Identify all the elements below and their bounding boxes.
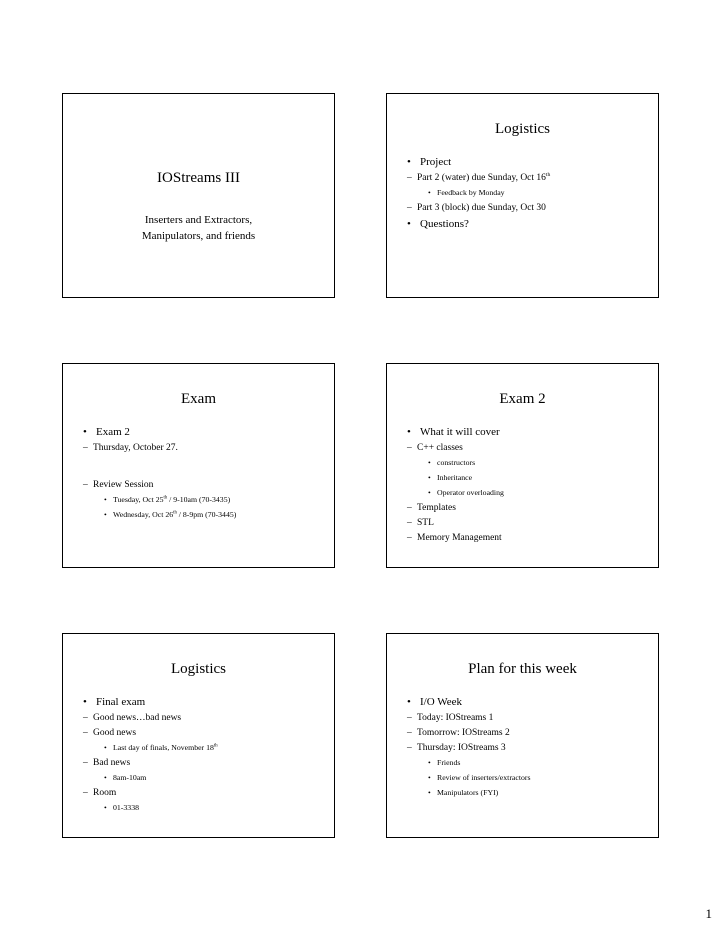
sub-sub-bullet-item: • Friends <box>407 758 650 767</box>
slide-body <box>83 426 326 525</box>
sub-bullet-text: STL <box>417 518 434 528</box>
superscript: th <box>173 510 177 516</box>
dash-marker: – <box>407 173 412 183</box>
bullet-item: • Questions? <box>407 218 650 230</box>
bullet-item: • Exam 2 <box>83 426 326 438</box>
bullet-item: • I/O Week <box>407 696 650 708</box>
dash-marker: – <box>407 743 412 753</box>
slide-body <box>83 696 326 818</box>
sub-bullet-item <box>407 173 650 183</box>
sub-bullet-text: Templates <box>417 503 456 513</box>
sub-sub-bullet-text: / 8-9pm (70-3445) <box>176 510 237 519</box>
bullet-item: • What it will cover <box>407 426 650 438</box>
slide-1 <box>62 93 335 298</box>
sub-sub-bullet-item: • Inheritance <box>407 473 650 482</box>
sub-bullet-text: Thursday, October 27. <box>93 443 178 453</box>
dash-marker: – <box>83 443 88 453</box>
sub-sub-bullet-text: / 9-10am (70-3435) <box>167 495 231 504</box>
sub-bullet-item <box>407 203 650 213</box>
sub-sub-bullet-item <box>83 510 326 519</box>
sub-bullet-item <box>83 728 326 738</box>
sub-sub-bullet-item <box>83 495 326 504</box>
dash-marker: – <box>83 728 88 738</box>
dash-marker: – <box>83 480 88 490</box>
bullet-item: • Final exam <box>83 696 326 708</box>
dash-marker: – <box>83 788 88 798</box>
bullet-item: • Project <box>407 156 650 168</box>
sub-bullet-text: Review Session <box>93 480 154 490</box>
sub-bullet-text: C++ classes <box>417 443 463 453</box>
dash-marker: – <box>407 503 412 513</box>
sub-sub-bullet-item: • Operator overloading <box>407 488 650 497</box>
sub-sub-bullet-text: Last day of finals, November 18 <box>113 743 214 752</box>
slide-title: Logistics <box>171 661 226 677</box>
sub-bullet-item <box>83 788 326 798</box>
dash-marker: – <box>407 533 412 543</box>
sub-sub-bullet-text: Wednesday, Oct 26 <box>113 510 174 519</box>
slide-title: Exam <box>181 391 216 407</box>
sub-bullet-item <box>83 443 326 453</box>
sub-sub-bullet-text: Tuesday, Oct 25 <box>113 495 164 504</box>
subtitle-line: Manipulators, and friends <box>141 230 256 242</box>
sub-bullet-item <box>83 758 326 768</box>
slide-4 <box>386 363 659 568</box>
dash-marker: – <box>407 713 412 723</box>
sub-bullet-item <box>407 503 650 513</box>
sub-sub-bullet-item: • Review of inserters/extractors <box>407 773 650 782</box>
sub-sub-bullet-item: • Manipulators (FYI) <box>407 788 650 797</box>
sub-sub-bullet-item: • 01-3338 <box>83 803 326 812</box>
sub-bullet-text: Part 2 (water) due Sunday, Oct 16 <box>417 173 546 183</box>
slide-3 <box>62 363 335 568</box>
slide-title: Exam 2 <box>499 391 546 407</box>
sub-bullet-text: Tomorrow: IOStreams 2 <box>417 728 510 738</box>
sub-bullet-item <box>407 728 650 738</box>
sub-sub-bullet-item: • 8am-10am <box>83 773 326 782</box>
superscript: th <box>163 495 168 501</box>
sub-bullet-text: Memory Management <box>417 533 502 543</box>
superscript: th <box>545 171 551 178</box>
dash-marker: – <box>407 443 412 453</box>
spacer <box>83 458 326 480</box>
slide-title: Plan for this week <box>468 661 577 677</box>
page-number: 1 <box>705 906 712 921</box>
slide-body <box>407 426 650 548</box>
sub-bullet-item <box>83 713 326 723</box>
dash-marker: – <box>83 713 88 723</box>
dash-marker: – <box>407 518 412 528</box>
slide-title: IOStreams III <box>157 170 240 186</box>
sub-bullet-item <box>407 533 650 543</box>
dash-marker: – <box>83 758 88 768</box>
slide-subtitle <box>63 212 334 244</box>
dash-marker: – <box>407 728 412 738</box>
dash-marker: – <box>407 203 412 213</box>
sub-bullet-item <box>407 443 650 453</box>
sub-bullet-text: Good news <box>93 728 137 738</box>
sub-bullet-item <box>407 743 650 753</box>
slide-6 <box>386 633 659 838</box>
sub-bullet-text: Part 3 (block) due Sunday, Oct 30 <box>417 203 546 213</box>
slide-2 <box>386 93 659 298</box>
sub-sub-bullet-item: • Feedback by Monday <box>407 188 650 197</box>
sub-bullet-item <box>407 518 650 528</box>
slide-body <box>407 696 650 803</box>
sub-bullet-text: Bad news <box>93 758 131 768</box>
slide-title: Logistics <box>495 121 550 137</box>
sub-sub-bullet-item: • constructors <box>407 458 650 467</box>
subtitle-line: Inserters and Extractors, <box>144 214 253 226</box>
sub-bullet-text: Good news…bad news <box>93 713 182 723</box>
sub-bullet-item <box>83 480 326 490</box>
slide-5 <box>62 633 335 838</box>
sub-bullet-item <box>407 713 650 723</box>
sub-bullet-text: Today: IOStreams 1 <box>417 713 494 723</box>
sub-sub-bullet-item <box>83 743 326 752</box>
slide-body <box>407 156 650 235</box>
sub-bullet-text: Room <box>93 788 117 798</box>
superscript: th <box>213 743 218 749</box>
sub-bullet-text: Thursday: IOStreams 3 <box>417 743 506 753</box>
